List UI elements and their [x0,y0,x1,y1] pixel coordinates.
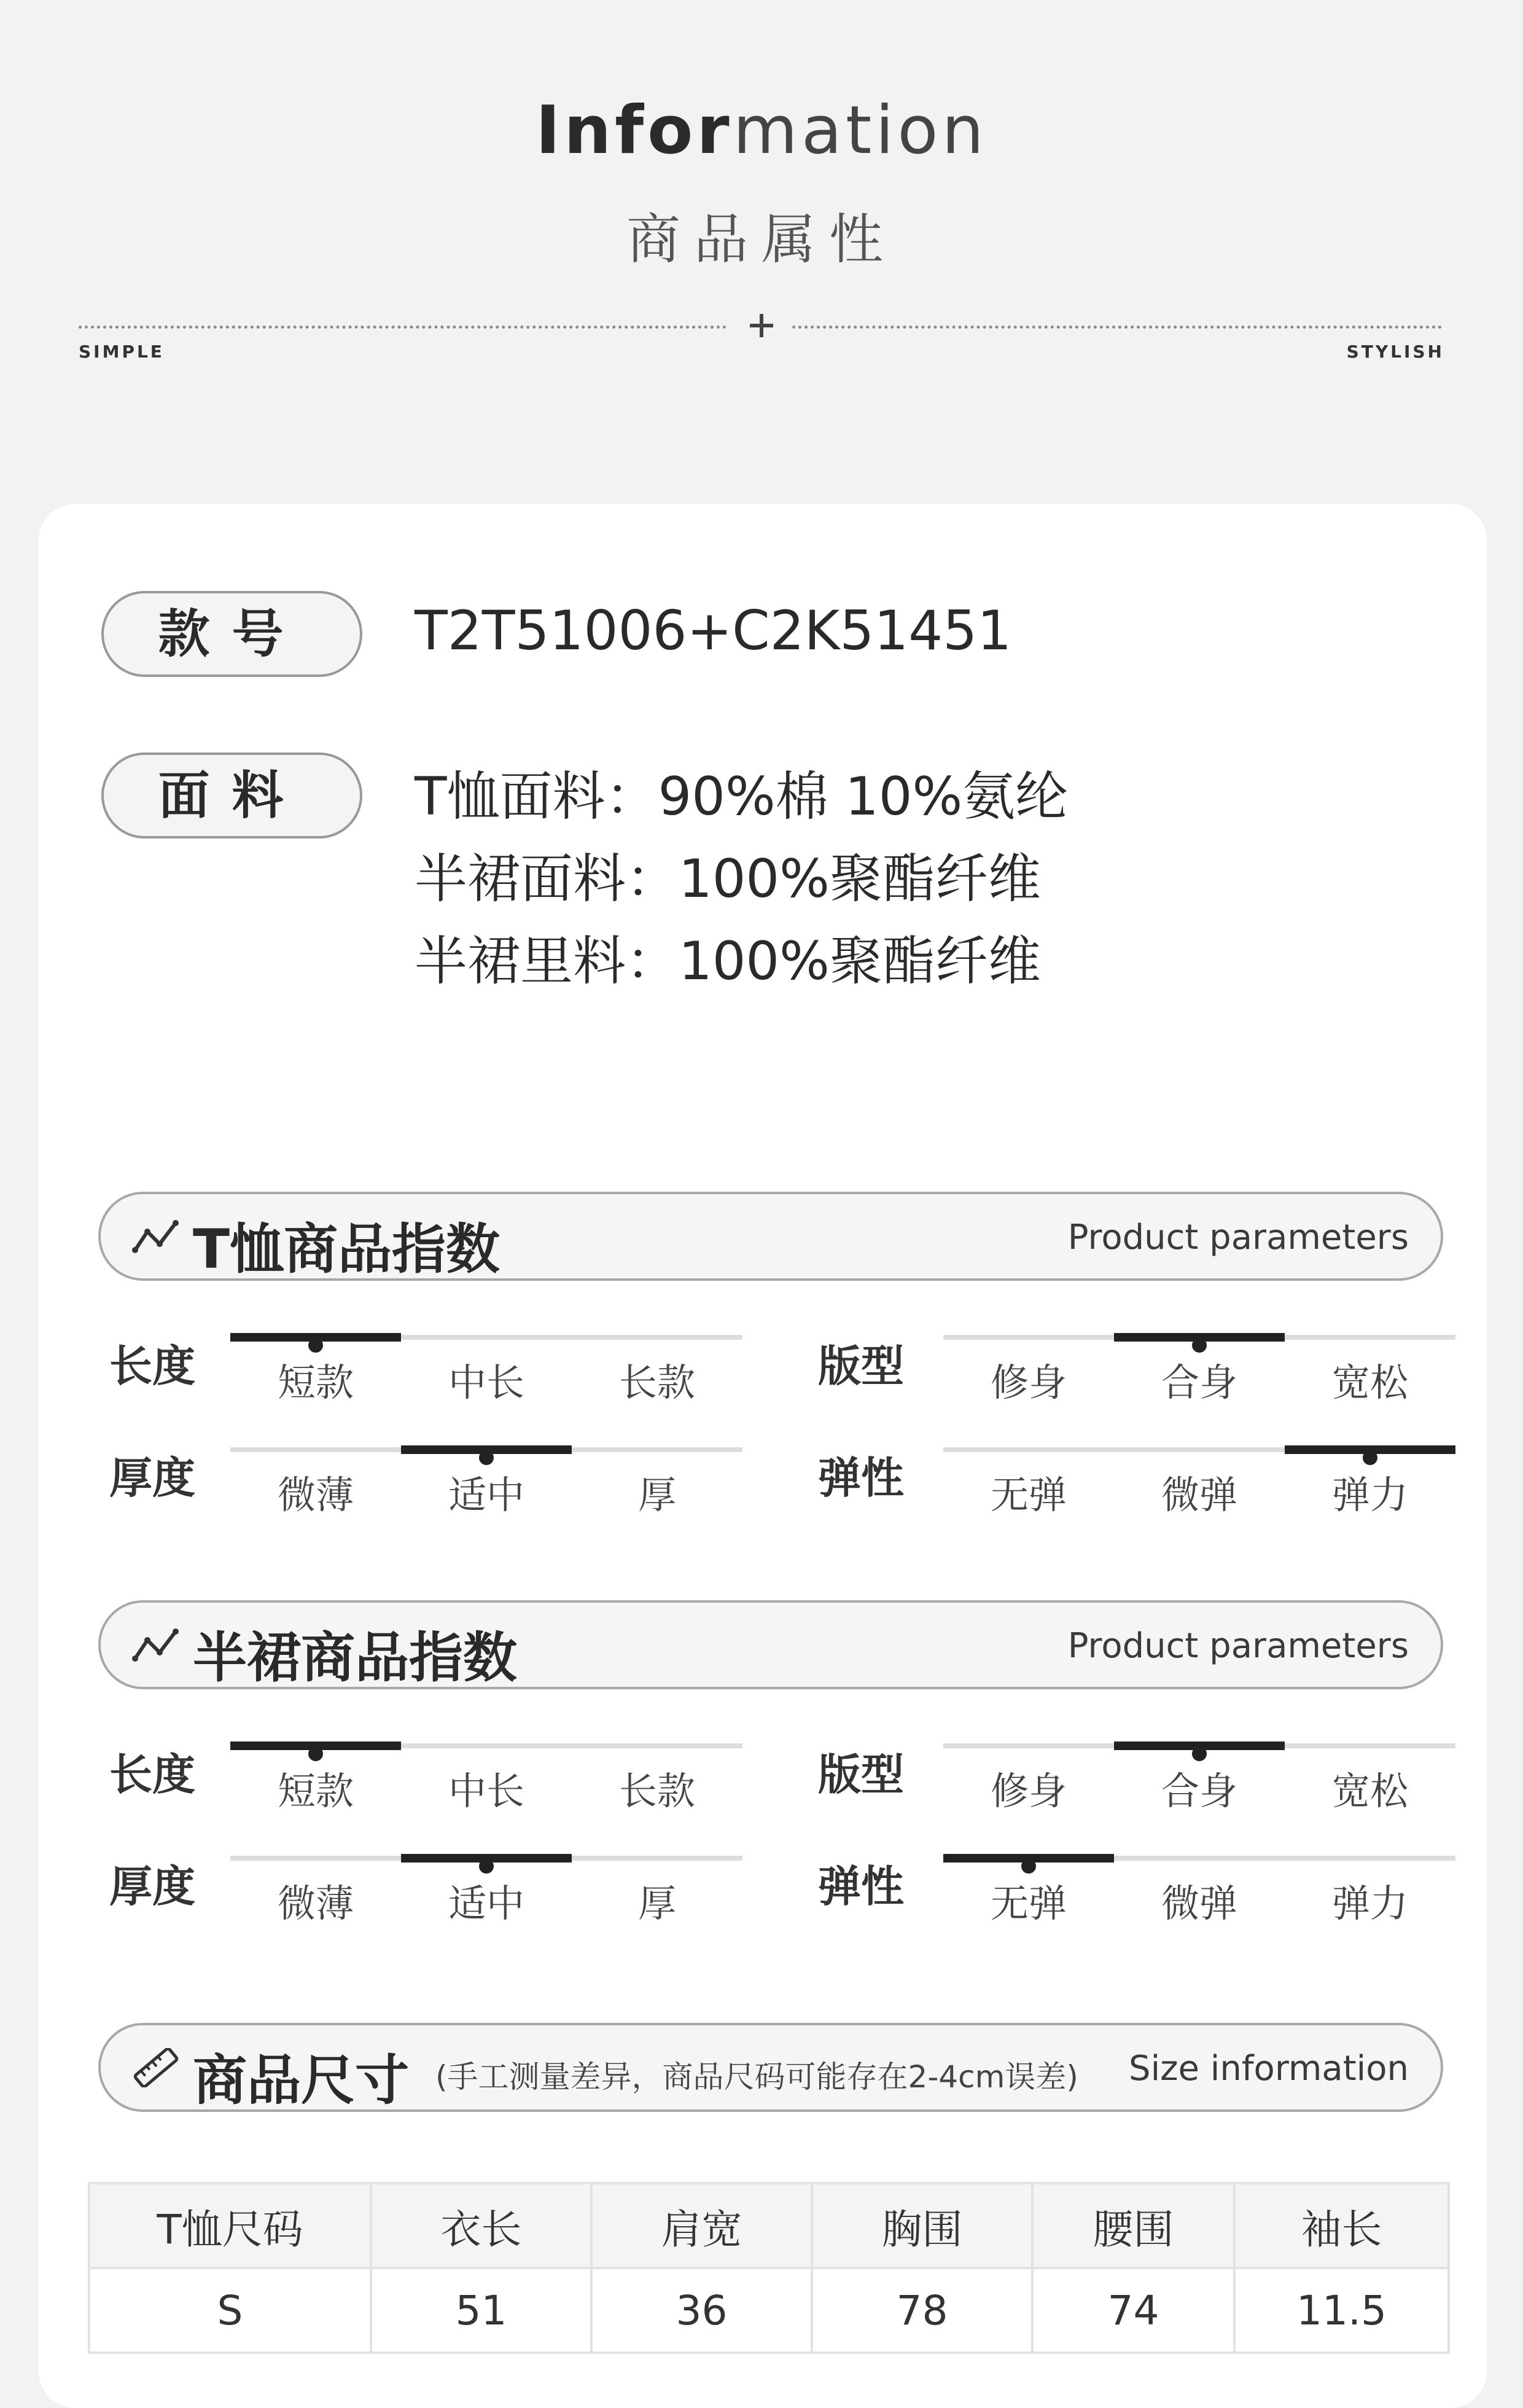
table-row [89,2268,1449,2353]
fabric-line: 半裙里料：100%聚酯纤维 [415,931,1041,992]
model-value: T2T51006+C2K51451 [415,599,1012,662]
fabric-label-pill: 面料 [101,752,362,838]
table-cell: S [89,2268,371,2353]
param-option: 长款 [618,1769,695,1813]
table-cell: 51 [371,2268,591,2353]
tag-stylish: STYLISH [1346,342,1444,362]
param-option: 厚 [637,1881,676,1926]
param-option: 修身 [990,1360,1067,1405]
param-option: 弹力 [1331,1881,1408,1926]
param-scale [943,1856,1455,1926]
table-cell: 36 [591,2268,812,2353]
param-label: 版型 [818,1749,904,1800]
skirt-params-en: Product parameters [1067,1626,1409,1666]
skirt-params-header [98,1600,1443,1689]
move-cross-icon [746,310,777,341]
page-subtitle: 商品属性 [626,208,897,271]
column-header: T恤尺码 [89,2183,371,2268]
size-en: Size information [1129,2049,1409,2089]
param-label: 弹性 [818,1861,904,1912]
size-table-header [89,2183,1449,2268]
param-scale [943,1335,1455,1405]
param-indicator [1285,1445,1455,1454]
param-scale [943,1447,1455,1517]
param-option: 微薄 [277,1881,354,1926]
model-label-pill: 款号 [101,591,362,677]
divider-right [792,326,1442,329]
param-option: 适中 [448,1472,524,1517]
param-option: 中长 [448,1360,524,1405]
param-option: 短款 [277,1360,354,1405]
tag-simple: SIMPLE [79,342,165,362]
title-bold-part: Infor [536,92,733,169]
divider-left [79,326,726,329]
param-indicator [1114,1742,1285,1750]
param-scale [230,1447,742,1517]
param-scale [230,1856,742,1926]
param-label: 厚度 [109,1861,195,1912]
param-indicator [1114,1333,1285,1342]
table-cell: 78 [812,2268,1032,2353]
column-header: 衣长 [371,2183,591,2268]
param-option: 短款 [277,1769,354,1813]
param-option: 宽松 [1331,1360,1408,1405]
param-label: 版型 [818,1341,904,1391]
ruler-icon [131,2048,181,2087]
param-option: 无弹 [990,1881,1067,1926]
param-option: 合身 [1161,1769,1237,1813]
trend-line-icon [131,1217,181,1256]
column-header: 胸围 [812,2183,1032,2268]
param-indicator [401,1445,572,1454]
skirt-params-title: 半裙商品指数 [193,1626,518,1689]
tshirt-params-title: T恤商品指数 [193,1218,501,1281]
param-option: 适中 [448,1881,524,1926]
param-option: 无弹 [990,1472,1067,1517]
param-label: 长度 [109,1749,195,1800]
param-option: 厚 [637,1472,676,1517]
column-header: 袖长 [1234,2183,1449,2268]
size-note: (手工测量差异，商品尺码可能存在2-4cm误差) [435,2059,1078,2095]
param-option: 微薄 [277,1472,354,1517]
param-indicator [230,1333,401,1342]
param-option: 微弹 [1161,1881,1237,1926]
table-cell: 74 [1032,2268,1234,2353]
param-option: 弹力 [1331,1472,1408,1517]
param-scale [230,1335,742,1405]
tshirt-params-en: Product parameters [1067,1218,1409,1257]
page-title [0,92,1523,169]
param-indicator [943,1854,1114,1863]
param-scale [943,1743,1455,1813]
trend-line-icon [131,1625,181,1665]
param-scale [230,1743,742,1813]
param-option: 合身 [1161,1360,1237,1405]
param-option: 微弹 [1161,1472,1237,1517]
title-light-part: mation [733,92,987,169]
fabric-line: 半裙面料：100%聚酯纤维 [415,848,1041,910]
size-header [98,2023,1443,2112]
param-option: 修身 [990,1769,1067,1813]
param-indicator [230,1742,401,1750]
param-option: 长款 [618,1360,695,1405]
table-cell: 11.5 [1234,2268,1449,2353]
param-label: 长度 [109,1341,195,1391]
size-title: 商品尺寸 [193,2049,410,2112]
fabric-list [415,756,1068,1003]
fabric-line: T恤面料：90%棉 10%氨纶 [415,766,1069,827]
param-label: 弹性 [818,1453,904,1503]
param-indicator [401,1854,572,1863]
param-option: 宽松 [1331,1769,1408,1813]
column-header: 腰围 [1032,2183,1234,2268]
tshirt-params-header [98,1192,1443,1281]
column-header: 肩宽 [591,2183,812,2268]
param-label: 厚度 [109,1453,195,1503]
size-table [88,2182,1450,2354]
param-option: 中长 [448,1769,524,1813]
